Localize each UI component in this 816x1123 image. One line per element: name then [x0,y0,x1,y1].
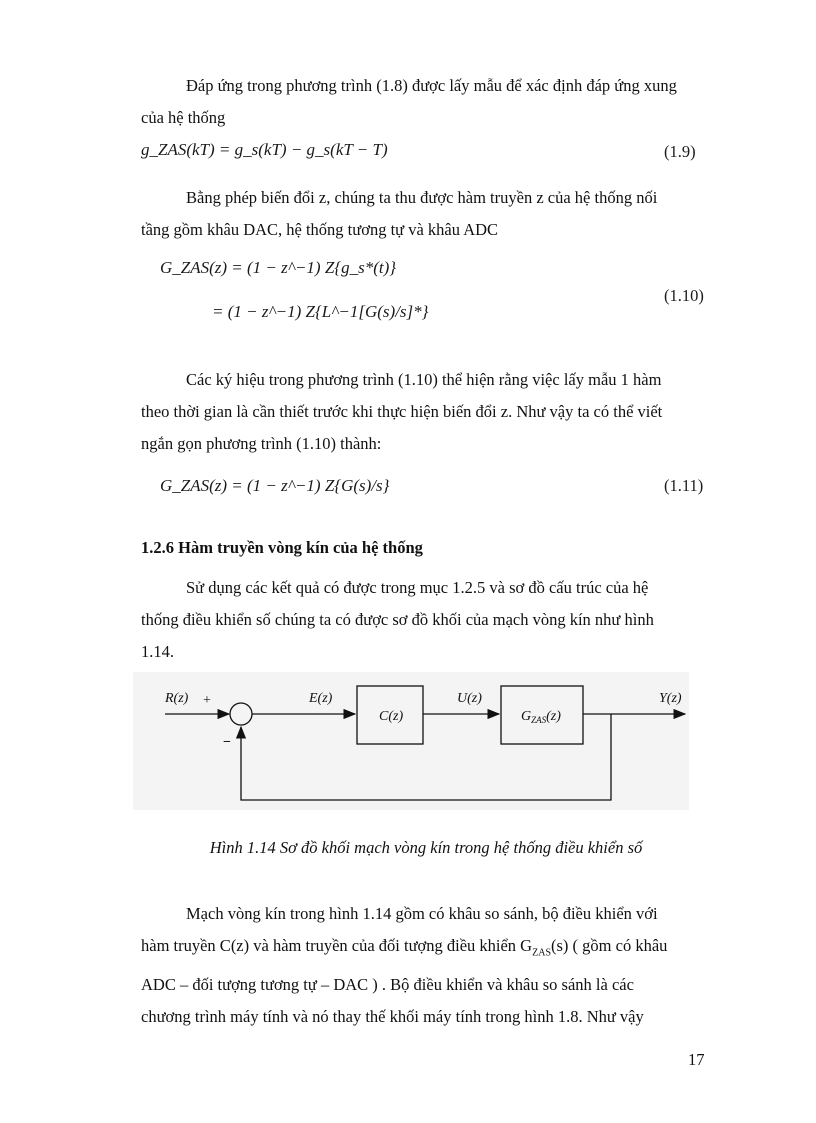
figure-caption: Hình 1.14 Sơ đồ khối mạch vòng kín trong hệ thống điều khiển số [209,838,643,857]
output-label: Y(z) [659,691,682,706]
error-label: E(z) [309,691,333,706]
equation-1-11-text: G_ZAS(z) = (1 − z^−1) Z{G(s)/s} [160,476,390,495]
paragraph-4-line-2: thống điều khiển số chúng ta có được sơ đồ khối của mạch vòng kín như hình [141,610,654,629]
equation-1-9-text: g_ZAS(kT) = g_s(kT) − g_s(kT − T) [141,140,388,159]
equation-1-10-line-1 [160,258,396,278]
paragraph-3-line-1: Các ký hiệu trong phương trình (1.10) thể hiện rằng việc lấy mẫu 1 hàm [186,370,662,389]
equation-1-9-number: (1.9) [664,142,696,161]
page-number: 17 [688,1050,705,1069]
controller-label: C(z) [379,709,404,724]
equation-1-10-line-2-text: = (1 − z^−1) Z{L^−1[G(s)/s]*} [212,302,429,321]
input-label: R(z) [165,691,189,706]
paragraph-5-line-2b: (s) ( gồm có khâu [551,936,668,955]
paragraph-2-line-1: Bằng phép biến đổi z, chúng ta thu được hàm truyền z của hệ thống nối [186,188,658,207]
paragraph-3-line-3: ngắn gọn phương trình (1.10) thành: [141,434,382,453]
block-diagram [133,672,689,810]
paragraph-1 [141,70,711,134]
plant-label-g: G [521,709,532,724]
paragraph-4 [141,572,711,668]
paragraph-5 [141,898,711,1033]
plus-sign: + [203,693,211,708]
plant-label-sub: ZAS [531,715,547,725]
equation-1-10-number: (1.10) [664,286,704,305]
paragraph-5-line-2a: hàm truyền C(z) và hàm truyền của đối tượng điều khiển G [141,936,533,955]
plant-label-arg: (z) [546,709,561,724]
paragraph-1-line-1: Đáp ứng trong phương trình (1.8) được lấy mẫu để xác định đáp ứng xung [186,76,677,95]
paragraph-1-line-2: của hệ thống [141,108,226,127]
paragraph-5-line-4: chương trình máy tính và nó thay thế khối máy tính trong hình 1.8. Như vậy [141,1007,644,1027]
section-heading: 1.2.6 Hàm truyền vòng kín của hệ thống [141,538,423,557]
feedback-path [241,714,611,800]
equation-1-11-number: (1.11) [664,476,704,495]
paragraph-4-line-3: 1.14. [141,642,174,661]
minus-sign: − [223,735,231,750]
paragraph-4-line-1: Sử dụng các kết quả có được trong mục 1.2.5 và sơ đồ cấu trúc của hệ [186,578,649,597]
paragraph-5-line-2-sub: ZAS [532,947,552,959]
equation-1-10-line-2 [212,302,428,322]
paragraph-2-line-2: tầng gồm khâu DAC, hệ thống tương tự và khâu ADC [141,220,499,239]
summing-junction [230,703,252,725]
control-label: U(z) [457,691,482,706]
paragraph-3 [141,364,711,460]
equation-1-9 [141,140,388,160]
equation-1-10-line-1-text: G_ZAS(z) = (1 − z^−1) Z{g_s*(t)} [160,258,397,277]
paragraph-3-line-2: theo thời gian là cần thiết trước khi thực hiện biến đổi z. Như vậy ta có thể viết [141,402,663,421]
block-diagram-svg [133,672,689,810]
paragraph-2 [141,182,711,246]
paragraph-5-line-1: Mạch vòng kín trong hình 1.14 gồm có khâu so sánh, bộ điều khiển với [186,904,658,923]
equation-1-11 [160,476,389,496]
plant-label [521,709,561,725]
paragraph-5-line-3: ADC – đối tượng tương tự – DAC ) . Bộ điều khiển và khâu so sánh là các [141,975,634,995]
